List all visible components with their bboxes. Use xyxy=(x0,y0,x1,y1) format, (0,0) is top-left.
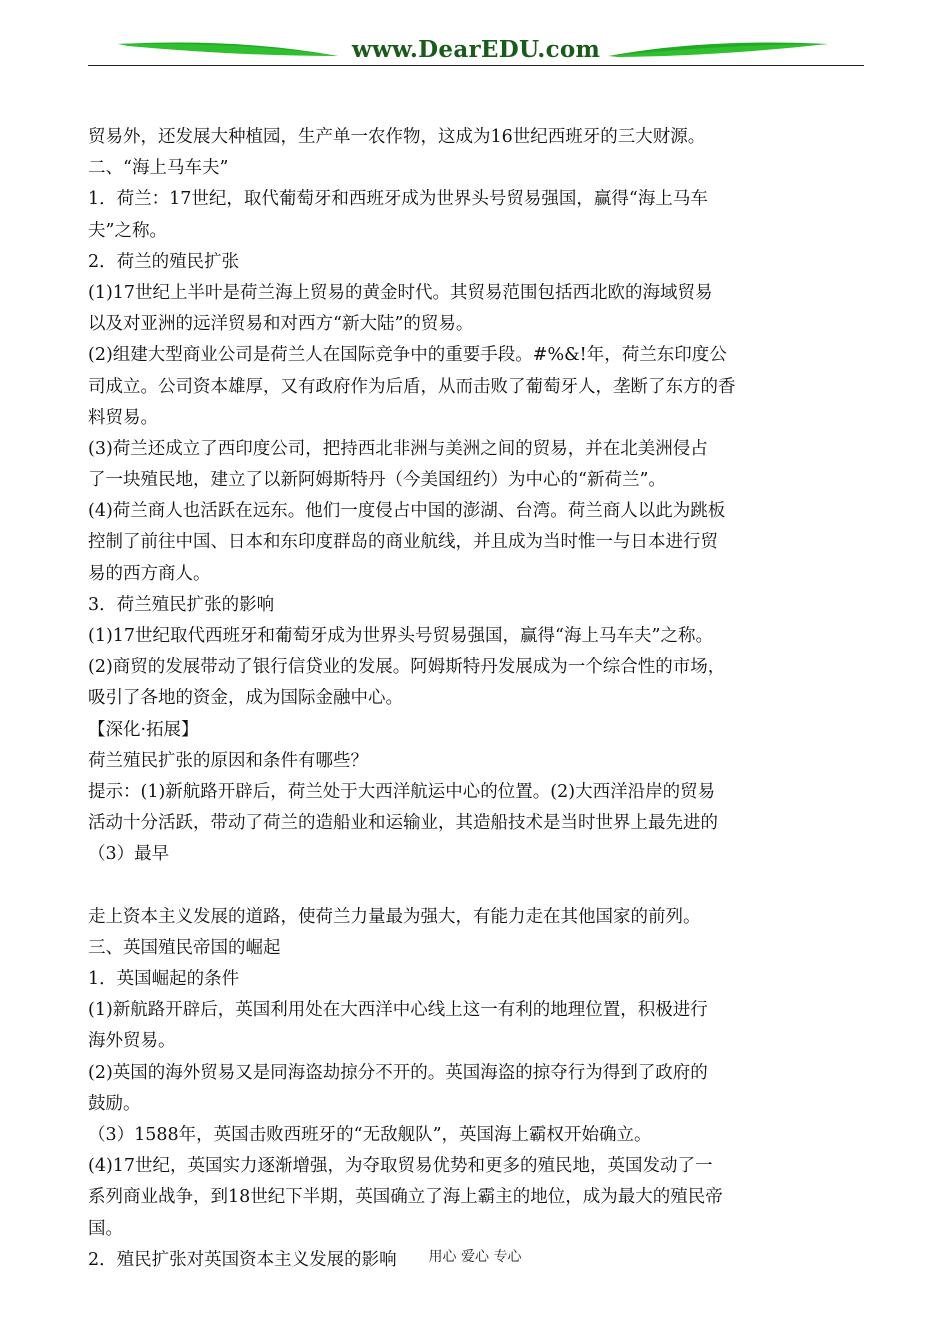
text-line: 荷兰殖民扩张的原因和条件有哪些？ xyxy=(88,750,368,771)
page-footer: 用心 爱心 专心 xyxy=(428,1249,522,1265)
text-line xyxy=(88,871,878,902)
text-line: 了一块殖民地，建立了以新阿姆斯特丹（今美国纽约）为中心的“新荷兰”。 xyxy=(88,470,666,491)
text-line: （3）最早 xyxy=(88,844,170,865)
text-line: 2．殖民扩张对英国资本主义发展的影响 xyxy=(88,1249,397,1270)
text-line: 控制了前往中国、日本和东印度群岛的商业航线，并且成为当时惟一与日本进行贸 xyxy=(88,532,718,553)
text-line: (2)商贸的发展带动了银行信贷业的发展。阿姆斯特丹发展成为一个综合性的市场， xyxy=(88,657,726,678)
logo-text: www.DearEDU.com xyxy=(351,36,601,63)
text-line: 二、“海上马车夫” xyxy=(88,158,229,179)
text-line: 海外贸易。 xyxy=(88,1031,176,1052)
text-line: 易的西方商人。 xyxy=(88,563,211,584)
text-line: 夫”之称。 xyxy=(88,220,167,241)
header-divider xyxy=(88,65,864,66)
text-line: (4)荷兰商人也活跃在远东。他们一度侵占中国的澎湖、台湾。荷兰商人以此为跳板 xyxy=(88,501,726,522)
text-line: (1)17世纪取代西班牙和葡萄牙成为世界头号贸易强国，赢得“海上马车夫”之称。 xyxy=(88,626,713,646)
text-line: 司成立。公司资本雄厚，又有政府作为后盾，从而击败了葡萄牙人，垄断了东方的香 xyxy=(88,376,736,397)
text-line: 2．荷兰的殖民扩张 xyxy=(88,251,240,272)
text-line: 三、英国殖民帝国的崛起 xyxy=(88,937,281,958)
text-line: (3)荷兰还成立了西印度公司，把持西北非洲与美洲之间的贸易，并在北美洲侵占 xyxy=(88,438,708,459)
text-line: (1)17世纪上半叶是荷兰海上贸易的黄金时代。其贸易范围包括西北欧的海域贸易 xyxy=(88,282,713,303)
text-line: (4)17世纪，英国实力逐渐增强，为夺取贸易优势和更多的殖民地，英国发动了一 xyxy=(88,1156,713,1177)
text-line: 以及对亚洲的远洋贸易和对西方“新大陆”的贸易。 xyxy=(88,314,474,335)
text-line: (2)组建大型商业公司是荷兰人在国际竞争中的重要手段。#%&!年，荷兰东印度公 xyxy=(88,345,727,366)
text-line: 国。 xyxy=(88,1218,123,1239)
text-line: (2)英国的海外贸易又是同海盗劫掠分不开的。英国海盗的掠夺行为得到了政府的 xyxy=(88,1062,708,1083)
text-line: 吸引了各地的资金，成为国际金融中心。 xyxy=(88,688,403,709)
text-line: 3．荷兰殖民扩张的影响 xyxy=(88,594,275,615)
text-line: 系列商业战争，到18世纪下半期，英国确立了海上霸主的地位，成为最大的殖民帝 xyxy=(88,1187,723,1208)
text-line: 鼓励。 xyxy=(88,1093,141,1114)
site-header-logo xyxy=(88,34,864,68)
text-line: （3）1588年，英国击败西班牙的“无敌舰队”，英国海上霸权开始确立。 xyxy=(88,1125,652,1145)
text-line: 1．荷兰：17世纪，取代葡萄牙和西班牙成为世界头号贸易强国，赢得“海上马车 xyxy=(88,189,708,210)
text-line: 料贸易。 xyxy=(88,407,158,428)
text-line: 活动十分活跃，带动了荷兰的造船业和运输业，其造船技术是当时世界上最先进的 xyxy=(88,813,718,834)
text-line: 走上资本主义发展的道路，使荷兰力量最为强大，有能力走在其他国家的前列。 xyxy=(88,906,701,927)
document-body xyxy=(88,122,878,1276)
text-line: 贸易外，还发展大种植园，生产单一农作物，这成为16世纪西班牙的三大财源。 xyxy=(88,127,706,147)
text-line: 【深化·拓展】 xyxy=(88,719,199,740)
text-line: 提示：(1)新航路开辟后，荷兰处于大西洋航运中心的位置。(2)大西洋沿岸的贸易 xyxy=(88,781,716,802)
text-line: 1．英国崛起的条件 xyxy=(88,969,240,990)
text-line: (1)新航路开辟后，英国利用处在大西洋中心线上这一有利的地理位置，积极进行 xyxy=(88,1000,708,1021)
